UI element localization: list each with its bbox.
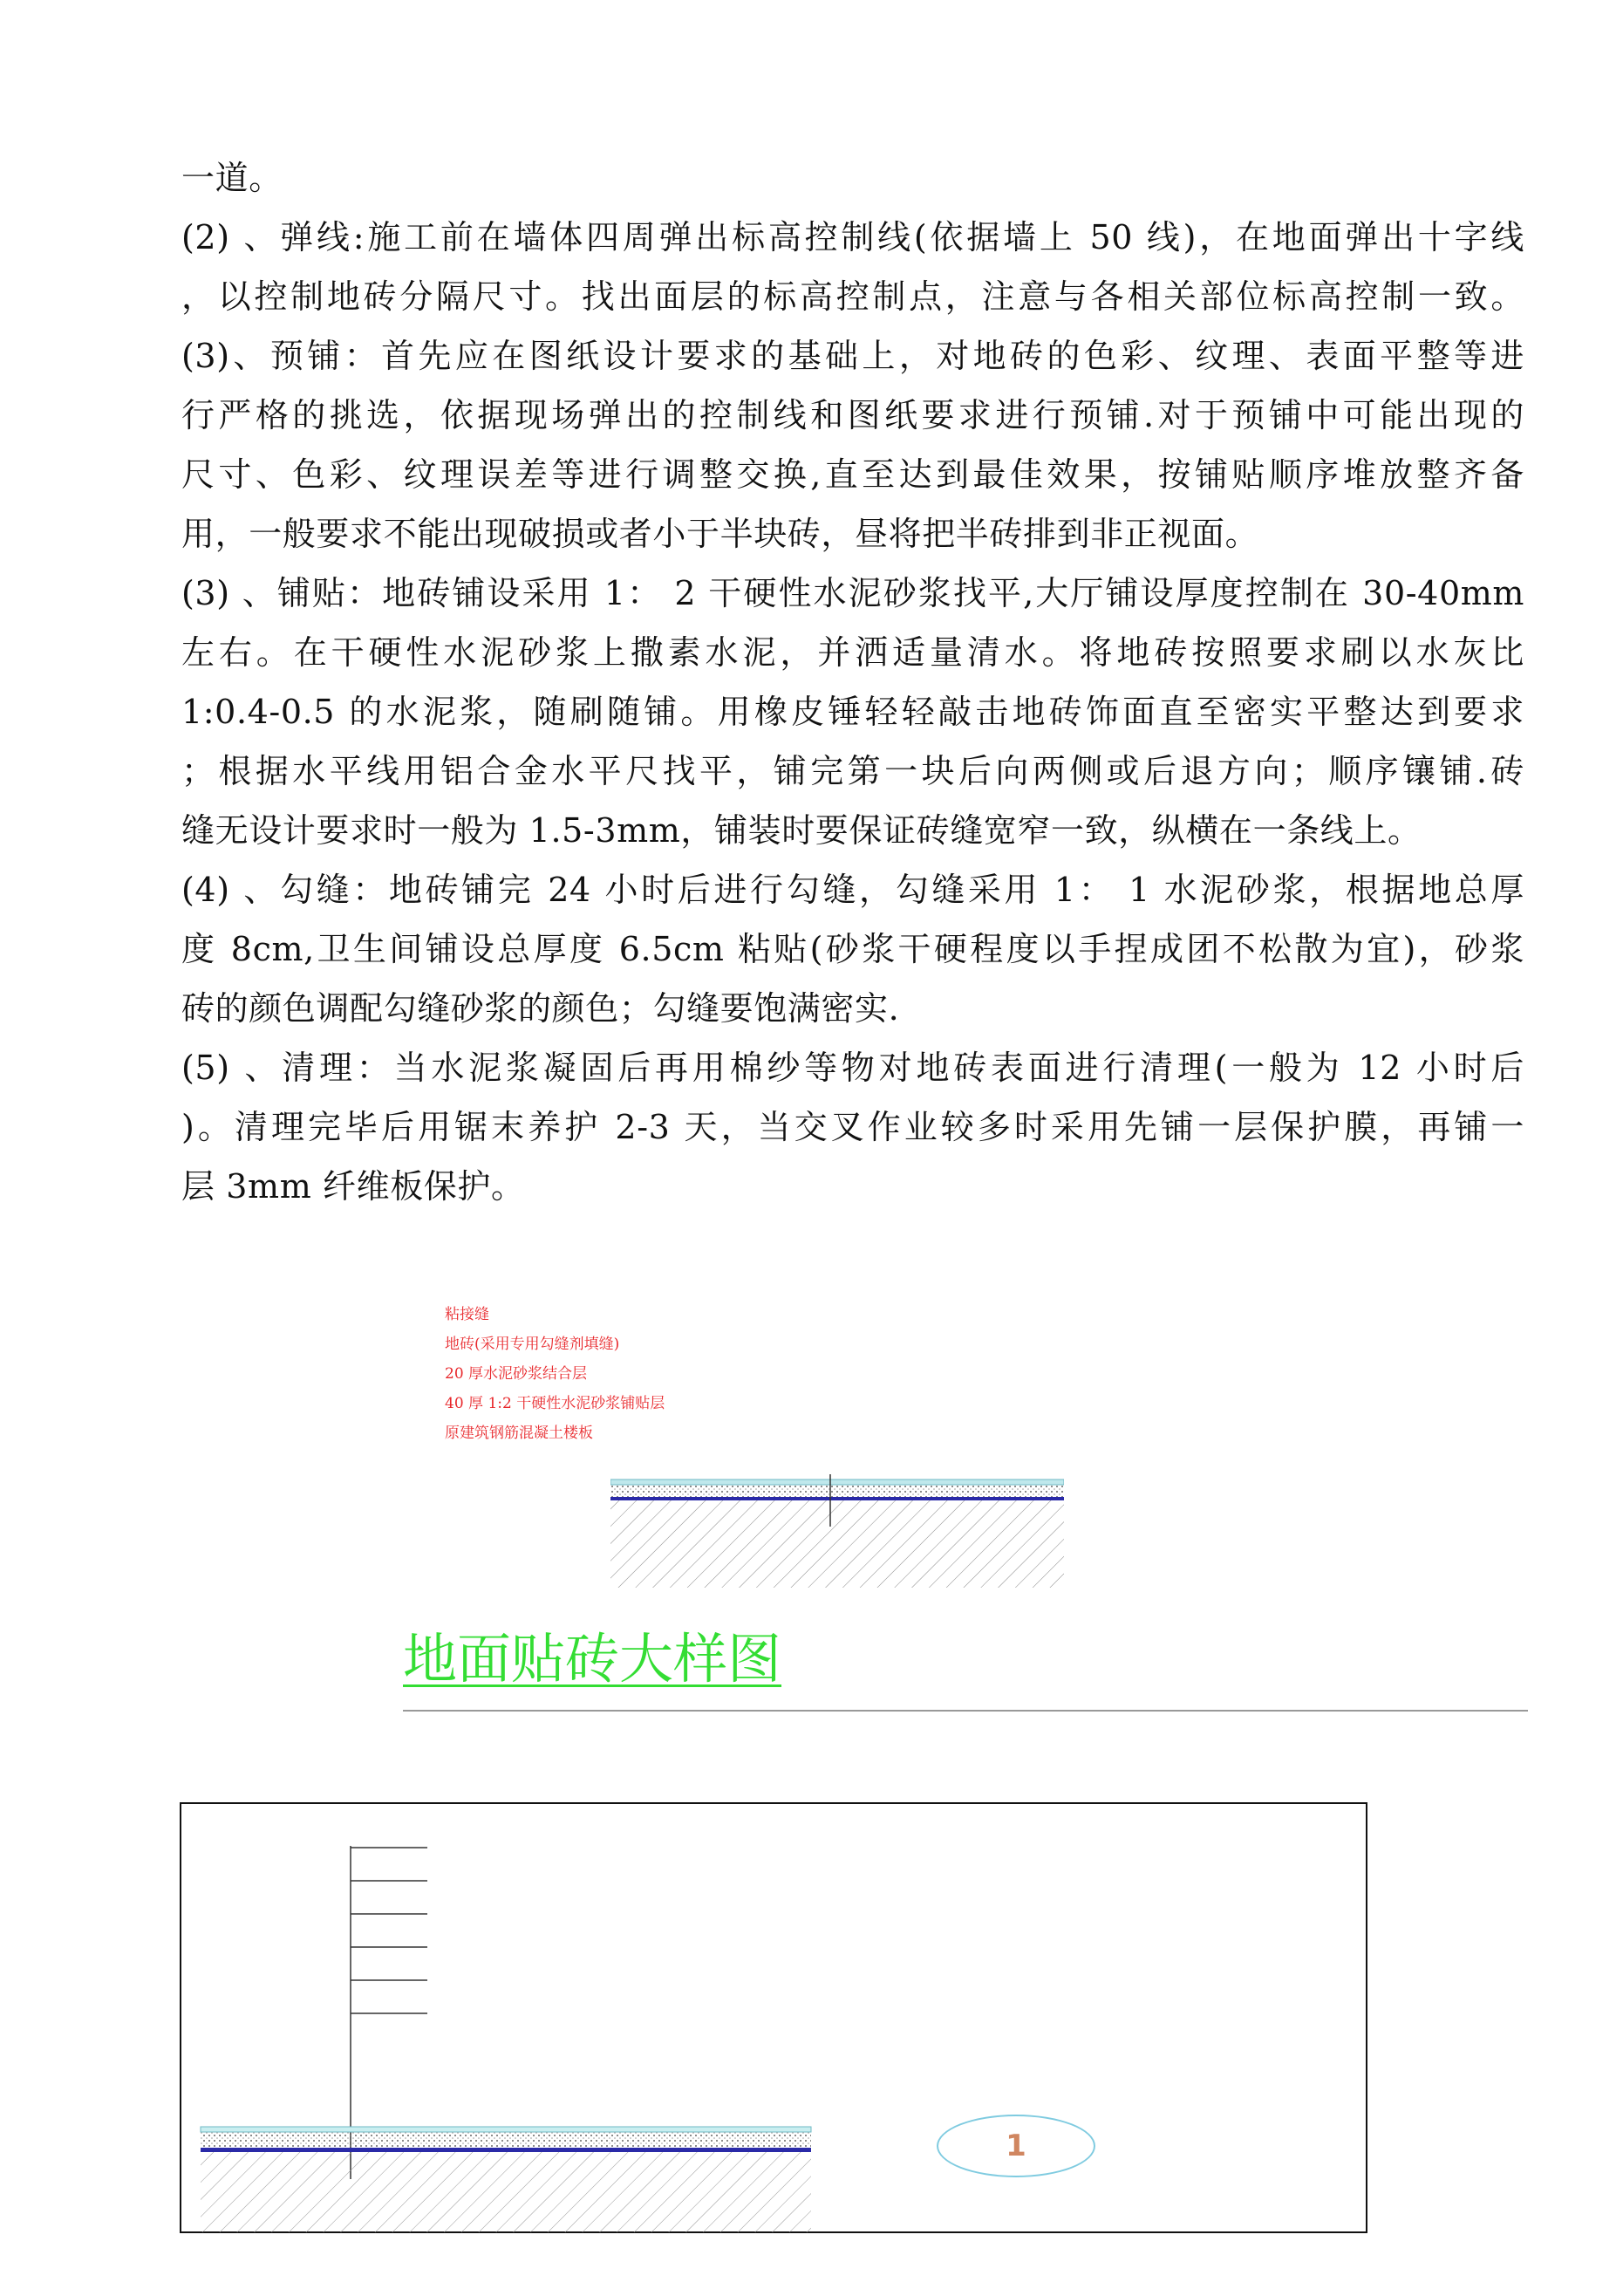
layer-legend: [445, 1300, 665, 1448]
concrete-slab: [201, 2152, 811, 2232]
blue-line-layer: [610, 1497, 1064, 1500]
section-drawing: [610, 1474, 1064, 1588]
paragraph-line: 1:0.4-0.5 的水泥浆，随刷随铺。用橡皮锤轻轻敲击地砖饰面直至密实平整达到要求: [181, 693, 1524, 731]
legend-item: 地砖(采用专用勾缝剂填缝): [445, 1336, 620, 1353]
mortar-layer: [201, 2132, 811, 2148]
tile-layer: [201, 2127, 811, 2132]
legend-item: 粘接缝: [445, 1306, 489, 1323]
paragraph-line: )。清理完毕后用锯末养护 2-3 天，当交叉作业较多时采用先铺一层保护膜，再铺一: [181, 1108, 1524, 1146]
title-divider: [403, 1710, 1528, 1712]
legend-item: 20 厚水泥砂浆结合层: [445, 1365, 588, 1383]
blue-line-layer: [201, 2148, 811, 2152]
paragraph-line: 缝无设计要求时一般为 1.5-3mm，铺装时要保证砖缝宽窄一致，纵横在一条线上。: [181, 811, 1422, 850]
mortar-layer: [610, 1485, 1064, 1497]
paragraph-line: (2) 、弹线:施工前在墙体四周弹出标高控制线(依据墙上 50 线)，在地面弹出十字线: [181, 218, 1524, 256]
paragraph-line: (5) 、清理：当水泥浆凝固后再用棉纱等物对地砖表面进行清理(一般为 12 小时后: [181, 1049, 1524, 1087]
detail-frame: [180, 1802, 1367, 2233]
paragraph-line: 用，一般要求不能出现破损或者小于半块砖，昼将把半砖排到非正视面。: [181, 515, 1259, 553]
paragraph-line: 一道。: [181, 159, 283, 197]
paragraph-line: (3)、预铺：首先应在图纸设计要求的基础上，对地砖的色彩、纹理、表面平整等进: [181, 337, 1524, 375]
paragraph-line: 尺寸、色彩、纹理误差等进行调整交换,直至达到最佳效果，按铺贴顺序堆放整齐备: [181, 455, 1524, 494]
drawing-title: 地面贴砖大样图: [403, 1627, 782, 1691]
paragraph-line: 左右。在干硬性水泥砂浆上撒素水泥，并洒适量清水。将地砖按照要求刷以水灰比: [181, 633, 1524, 672]
paragraph-line: 层 3mm 纤维板保护。: [181, 1167, 525, 1206]
legend-item: 40 厚 1:2 干硬性水泥砂浆铺贴层: [445, 1395, 665, 1412]
legend-item: 原建筑钢筋混凝土楼板: [445, 1425, 593, 1442]
section-drawing-2: [181, 1804, 1369, 2235]
detail-number-label: 1: [937, 2115, 1095, 2177]
paragraph-line: (3) 、铺贴：地砖铺设采用 1： 2 干硬性水泥砂浆找平,大厅铺设厚度控制在 30-40mm: [181, 574, 1524, 612]
body-text: [181, 148, 1524, 1216]
concrete-slab: [610, 1500, 1064, 1588]
paragraph-line: 行严格的挑选，依据现场弹出的控制线和图纸要求进行预铺.对于预铺中可能出现的: [181, 396, 1524, 434]
paragraph-line: 砖的颜色调配勾缝砂浆的颜色；勾缝要饱满密实.: [181, 989, 900, 1028]
paragraph-line: ，以控制地砖分隔尺寸。找出面层的标高控制点，注意与各相关部位标高控制一致。: [181, 277, 1524, 316]
floor-tile-section-detail: [436, 1300, 1081, 1596]
drawing-title-block: [403, 1624, 1528, 1694]
tile-layer: [610, 1479, 1064, 1485]
paragraph-line: 度 8cm,卫生间铺设总厚度 6.5cm 粘贴(砂浆干硬程度以手捏成团不松散为宜)，砂浆: [181, 930, 1524, 968]
paragraph-line: ；根据水平线用铝合金水平尺找平，铺完第一块后向两侧或后退方向；顺序镶铺.砖: [181, 752, 1524, 790]
paragraph-line: (4) 、勾缝：地砖铺完 24 小时后进行勾缝，勾缝采用 1： 1 水泥砂浆，根据地总厚: [181, 871, 1524, 909]
